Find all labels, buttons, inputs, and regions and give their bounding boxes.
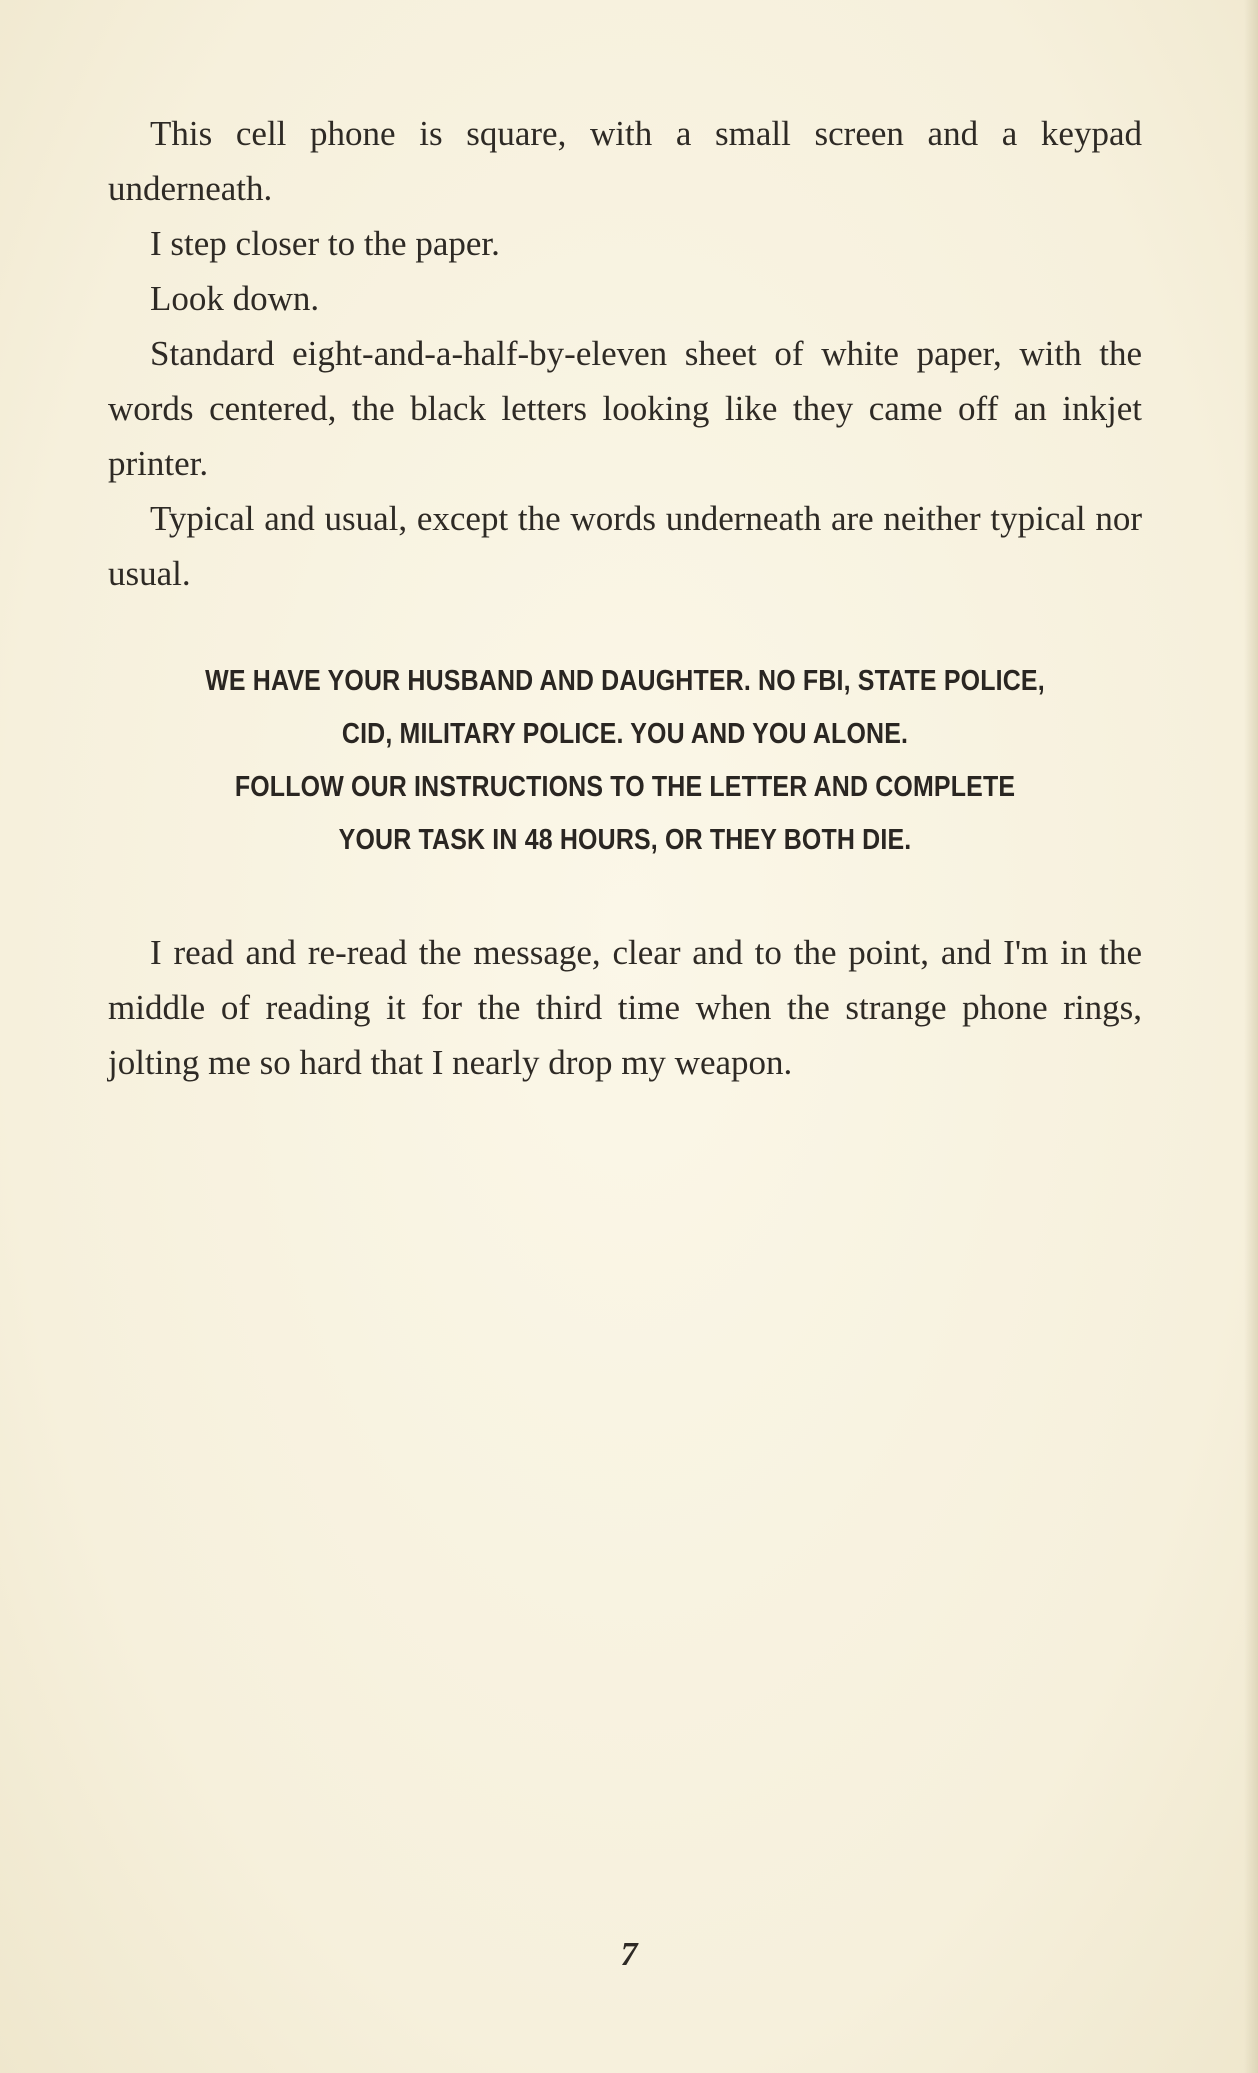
page-number: 7 bbox=[620, 1936, 638, 1973]
text-block-top bbox=[108, 106, 1142, 601]
page-edge-shadow bbox=[1244, 0, 1258, 2073]
paragraph: Look down. bbox=[150, 279, 320, 318]
paragraph: Standard eight-and-a-half-by-eleven sheet of white paper, with the words centered, the black letters looking like they came off an inkjet printer. bbox=[108, 334, 1142, 483]
paragraph: I read and re-read the message, clear and to the point, and I'm in the middle of reading it for the third time when the strange phone rings, jolting me so hard that I nearly drop my weapon. bbox=[108, 933, 1142, 1082]
text-block-bottom bbox=[108, 925, 1142, 1090]
ransom-note-line: WE HAVE YOUR HUSBAND AND DAUGHTER. NO FBI, STATE POLICE, bbox=[205, 665, 1045, 697]
paragraph: This cell phone is square, with a small screen and a keypad underneath. bbox=[108, 114, 1142, 208]
ransom-note-line: FOLLOW OUR INSTRUCTIONS TO THE LETTER AND COMPLETE bbox=[234, 771, 1016, 803]
paragraph: Typical and usual, except the words underneath are neither typical nor usual. bbox=[108, 499, 1142, 593]
paragraph: I step closer to the paper. bbox=[150, 224, 500, 263]
ransom-note-line: CID, MILITARY POLICE. YOU AND YOU ALONE. bbox=[341, 718, 909, 750]
ransom-note bbox=[180, 655, 1069, 867]
ransom-note-line: YOUR TASK IN 48 HOURS, OR THEY BOTH DIE. bbox=[338, 824, 912, 856]
